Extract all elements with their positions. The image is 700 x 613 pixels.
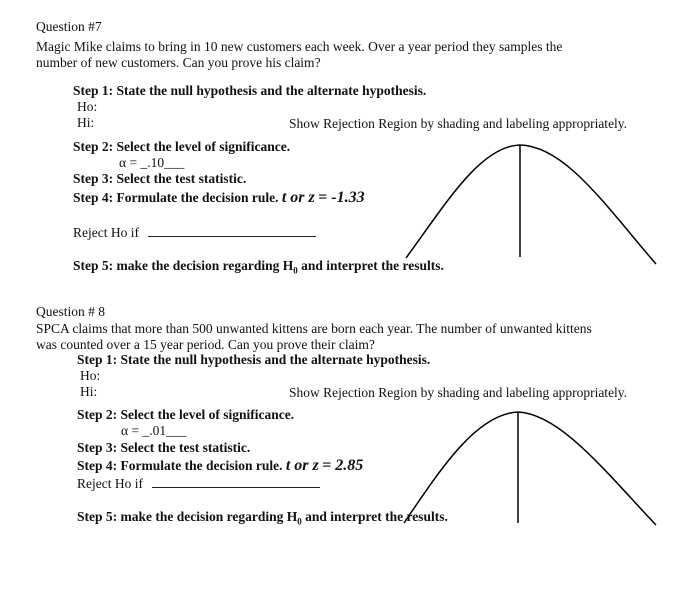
q7-alpha-suffix: ___ bbox=[164, 155, 185, 170]
q8-reject-label: Reject Ho if bbox=[77, 476, 143, 491]
q7-step2: Step 2: Select the level of significance. bbox=[73, 139, 291, 154]
q8-step1: Step 1: State the null hypothesis and the alternate hypothesis. bbox=[77, 352, 431, 367]
q8-step5-suffix: and interpret the results. bbox=[301, 509, 448, 524]
q8-step5-sub: 0 bbox=[297, 516, 302, 527]
q8-formula-value: = 2.85 bbox=[322, 457, 364, 474]
q8-distribution-curve bbox=[404, 412, 656, 525]
q8-text-line2: was counted over a 15 year period. Can you prove their claim? bbox=[36, 337, 375, 352]
q8-title: Question # 8 bbox=[36, 304, 105, 319]
q7-alpha-prefix: α = _ bbox=[119, 155, 148, 170]
q7-reject-label: Reject Ho if bbox=[73, 225, 139, 240]
q8-step3: Step 3: Select the test statistic. bbox=[77, 440, 251, 455]
q7-text-line1: Magic Mike claims to bring in 10 new customers each week. Over a year period they samples the bbox=[36, 39, 563, 54]
q8-hi-label: Hi: bbox=[80, 384, 98, 399]
q7-step1: Step 1: State the null hypothesis and the alternate hypothesis. bbox=[73, 83, 427, 98]
q7-rejection-note: Show Rejection Region by shading and labeling appropriately. bbox=[289, 116, 628, 131]
q7-text-line2: number of new customers. Can you prove his claim? bbox=[36, 55, 321, 70]
q7-title: Question #7 bbox=[36, 19, 102, 34]
q8-step5-prefix: Step 5: make the decision regarding H bbox=[77, 509, 298, 524]
q8-rejection-note: Show Rejection Region by shading and labeling appropriately. bbox=[289, 385, 628, 400]
q7-distribution-curve bbox=[406, 145, 656, 264]
q7-step4: Step 4: Formulate the decision rule. bbox=[73, 190, 279, 205]
q7-step5-suffix: and interpret the results. bbox=[297, 258, 444, 273]
q7-step5-prefix: Step 5: make the decision regarding H bbox=[73, 258, 294, 273]
q8-formula-prefix: t or z bbox=[285, 457, 319, 474]
q7-step5-sub: 0 bbox=[293, 265, 298, 276]
q7-alpha-value: .10 bbox=[147, 155, 165, 170]
q7-formula-prefix: t or z bbox=[281, 189, 315, 206]
q8-alpha-prefix: α = _ bbox=[121, 423, 150, 438]
q7-hi-label: Hi: bbox=[77, 115, 95, 130]
q8-ho-label: Ho: bbox=[80, 368, 101, 383]
q8-alpha-suffix: ___ bbox=[166, 423, 187, 438]
q8-step2: Step 2: Select the level of significance. bbox=[77, 407, 295, 422]
q7-formula-value: = -1.33 bbox=[318, 189, 365, 206]
q8-text-line1: SPCA claims that more than 500 unwanted kittens are born each year. The number of unwanted kittens bbox=[36, 321, 592, 336]
q8-alpha-value: .01 bbox=[149, 423, 167, 438]
q7-step3: Step 3: Select the test statistic. bbox=[73, 171, 247, 186]
q7-ho-label: Ho: bbox=[77, 99, 98, 114]
q8-step4: Step 4: Formulate the decision rule. bbox=[77, 458, 283, 473]
